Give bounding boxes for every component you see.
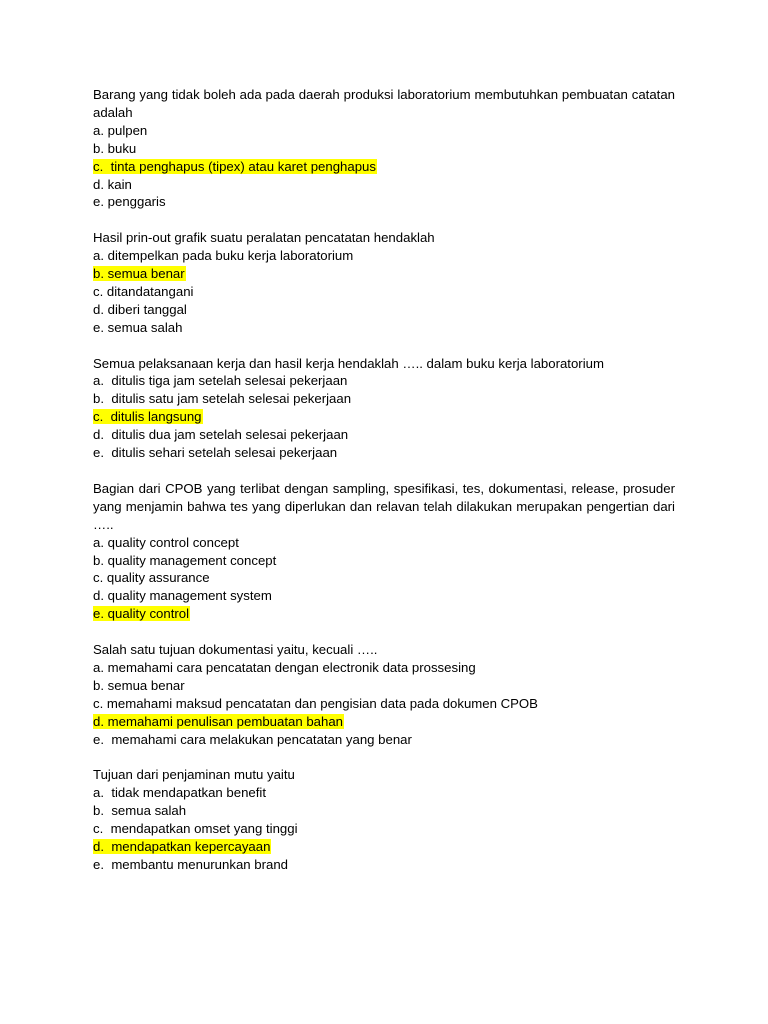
option-a: a. memahami cara pencatatan dengan electronik data prossesing (93, 659, 476, 675)
question-block (93, 766, 675, 873)
option-b: b. quality management concept (93, 552, 277, 568)
question-block (93, 355, 675, 462)
option-a: a. ditempelkan pada buku kerja laboratorium (93, 248, 354, 264)
option-e: e. memahami cara melakukan pencatatan yang benar (93, 731, 412, 747)
option-b: b. ditulis satu jam setelah selesai pekerjaan (93, 391, 352, 407)
question-text: Tujuan dari penjaminan mutu yaitu (93, 767, 295, 783)
option-a: a. ditulis tiga jam setelah selesai pekerjaan (93, 373, 348, 389)
option-d: d. quality management system (93, 588, 272, 604)
option-c: c. ditulis langsung (93, 409, 202, 425)
option-e: e. membantu menurunkan brand (93, 856, 288, 872)
option-d: d. kain (93, 176, 132, 192)
question-block (93, 229, 675, 336)
option-d: d. diberi tanggal (93, 301, 187, 317)
option-c: c. memahami maksud pencatatan dan pengisian data pada dokumen CPOB (93, 695, 538, 711)
document-page (93, 86, 675, 892)
option-c: c. mendapatkan omset yang tinggi (93, 821, 298, 837)
option-d: d. mendapatkan kepercayaan (93, 838, 271, 854)
option-b: b. semua benar (93, 266, 185, 282)
option-c: c. ditandatangani (93, 283, 194, 299)
question-block (93, 86, 675, 211)
question-text: Salah satu tujuan dokumentasi yaitu, kecuali ….. (93, 642, 378, 658)
question-block (93, 480, 675, 623)
option-a: a. quality control concept (93, 534, 239, 550)
option-e: e. ditulis sehari setelah selesai pekerjaan (93, 445, 338, 461)
option-d: d. memahami penulisan pembuatan bahan (93, 713, 343, 729)
option-a: a. tidak mendapatkan benefit (93, 785, 267, 801)
option-c: c. tinta penghapus (tipex) atau karet penghapus (93, 158, 376, 174)
option-e: e. semua salah (93, 319, 183, 335)
option-b: b. semua benar (93, 677, 185, 693)
question-text: Barang yang tidak boleh ada pada daerah produksi laboratorium membutuhkan pembuatan catatan adalah (93, 87, 675, 120)
option-c: c. quality assurance (93, 570, 210, 586)
option-d: d. ditulis dua jam setelah selesai pekerjaan (93, 427, 349, 443)
question-text: Hasil prin-out grafik suatu peralatan pencatatan hendaklah (93, 230, 435, 246)
option-b: b. buku (93, 140, 137, 156)
option-b: b. semua salah (93, 803, 187, 819)
option-e: e. quality control (93, 606, 190, 622)
option-e: e. penggaris (93, 194, 166, 210)
question-text: Semua pelaksanaan kerja dan hasil kerja hendaklah ….. dalam buku kerja laboratorium (93, 355, 604, 371)
question-block (93, 641, 675, 748)
question-text: Bagian dari CPOB yang terlibat dengan sampling, spesifikasi, tes, dokumentasi, release, prosuder yang menjamin bahwa tes yang diperlukan dan relavan telah dilakukan merupakan pengertian dari ….. (93, 480, 675, 532)
option-a: a. pulpen (93, 122, 148, 138)
